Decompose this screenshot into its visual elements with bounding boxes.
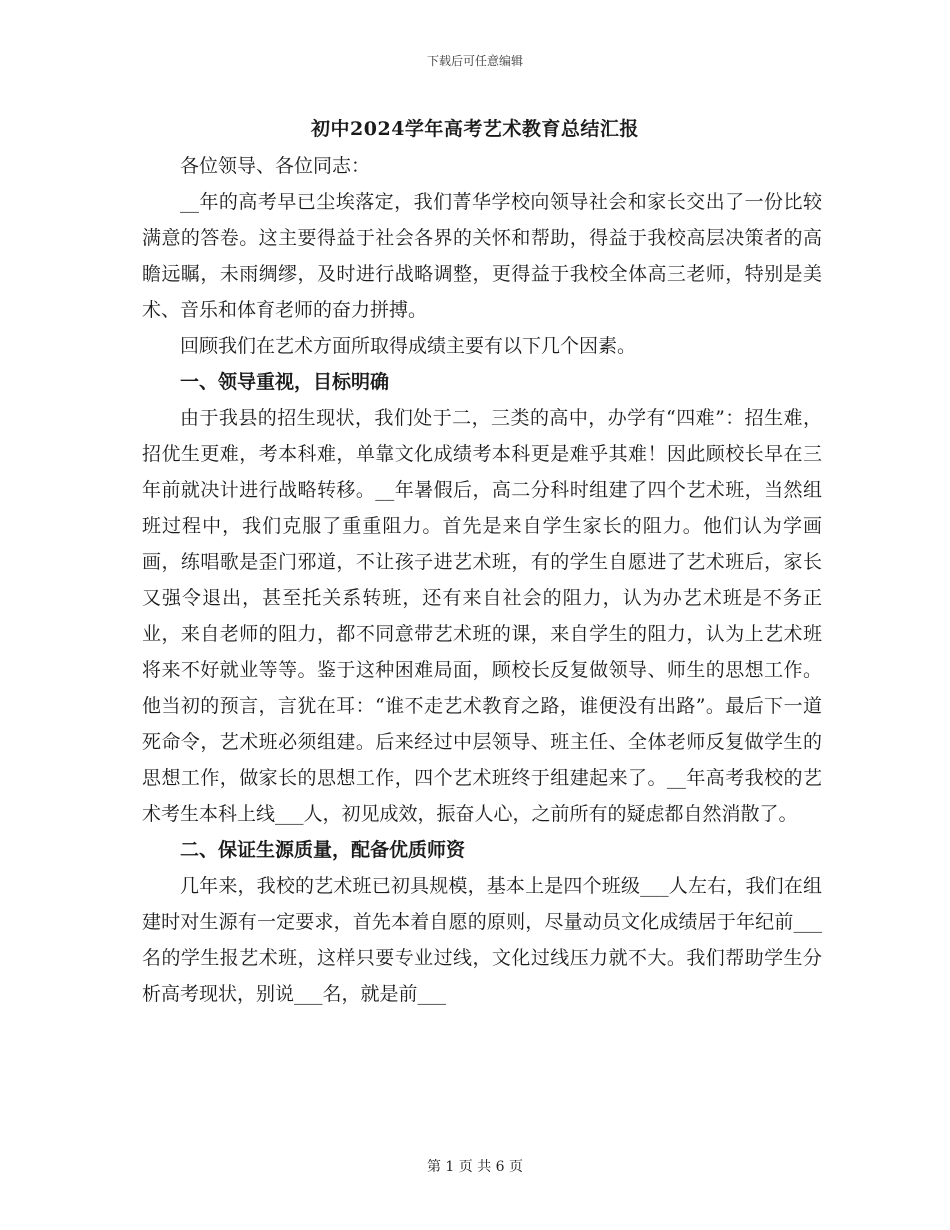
paragraph-intro: __年的高考早已尘埃落定，我们菁华学校向领导社会和家长交出了一份比较满意的答卷。这主要得益于社会各界的关怀和帮助，得益于我校高层决策者的高瞻远瞩，未雨绸缪，及时进行战略调整，更得益于我校全体高三老师，特别是美术、音乐和体育老师的奋力拼搏。: [142, 191, 822, 321]
paragraph-section-1: 由于我县的招生现状，我们处于二，三类的高中，办学有“四难”：招生难，招优生更难，考本科难，单靠文化成绩考本科更是难乎其难！因此顾校长早在三年前就决计进行战略转移。__年暑假后，高二分科时组建了四个艺术班，当然组班过程中，我们克服了重重阻力。首先是来自学生家长的阻力。他们认为学画画，练唱歌是歪门邪道，不让孩子进艺术班，有的学生自愿进了艺术班后，家长又强令退出，甚至托关系转班，还有来自社会的阻力，认为办艺术班是不务正业，来自老师的阻力，都不同意带艺术班的课，来自学生的阻力，认为上艺术班将来不好就业等等。鉴于这种困难局面，顾校长反复做领导、师生的思想工作。他当初的预言，言犹在耳：“谁不走艺术教育之路，谁便没有出路”。最后下一道死命令，艺术班必须组建。后来经过中层领导、班主任、全体老师反复做学生的思想工作，做家长的思想工作，四个艺术班终于组建起来了。__年高考我校的艺术考生本科上线___人，初见成效，振奋人心，之前所有的疑虑都自然消散了。: [142, 407, 822, 825]
section-heading-2: 二、保证生源质量，配备优质师资: [180, 839, 466, 861]
page-footer: 第 1 页 共 6 页: [426, 1159, 524, 1175]
paragraph-review: 回顾我们在艺术方面所取得成绩主要有以下几个因素。: [180, 335, 637, 357]
document-body: [142, 148, 822, 1012]
document-title: 初中2024学年高考艺术教育总结汇报: [311, 118, 639, 140]
paragraph-section-2: 几年来，我校的艺术班已初具规模，基本上是四个班级___人左右，我们在组建时对生源有一定要求，首先本着自愿的原则，尽量动员文化成绩居于年纪前___名的学生报艺术班，这样只要专业过线，文化过线压力就不大。我们帮助学生分析高考现状，别说___名，就是前___: [142, 875, 822, 1005]
section-heading-1: 一、领导重视，目标明确: [180, 371, 390, 393]
salutation: 各位领导、各位同志：: [180, 155, 371, 177]
header-note: 下载后可任意编辑: [426, 54, 523, 68]
